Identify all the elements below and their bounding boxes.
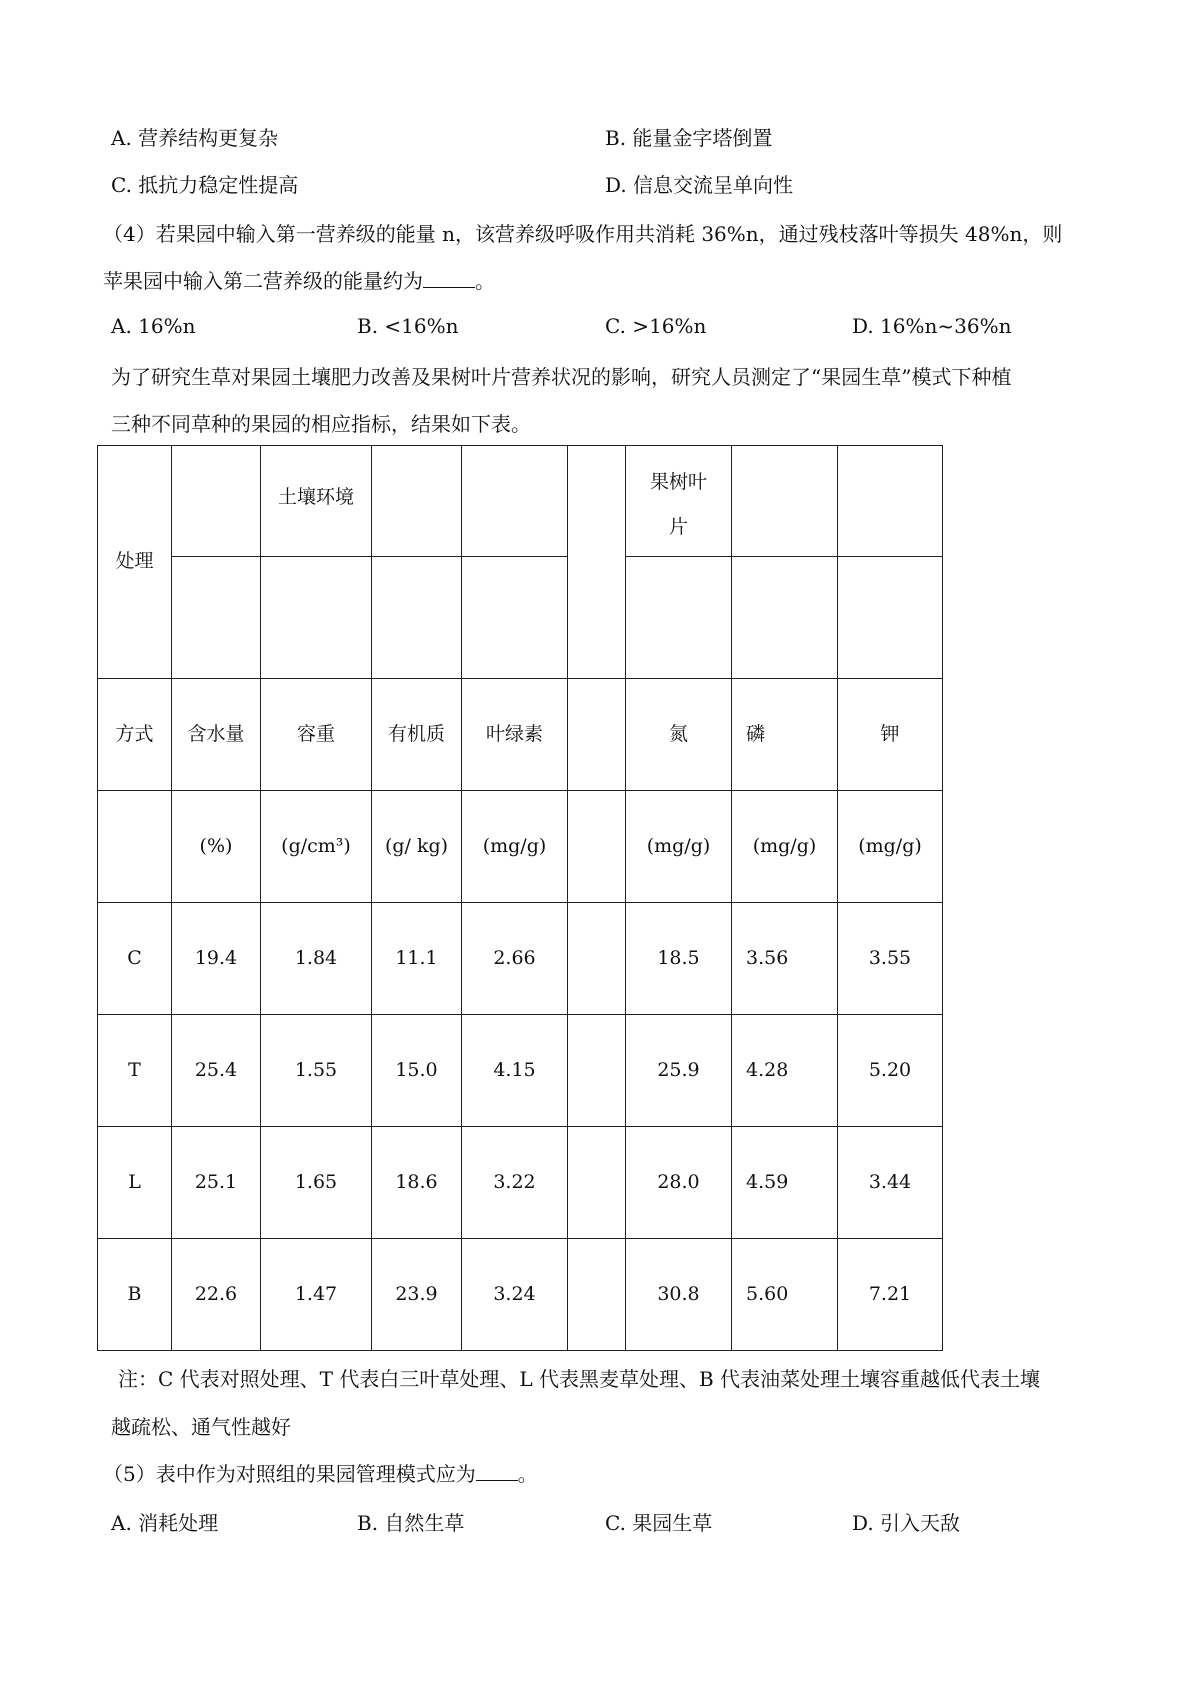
soil-group-header: 土壤环境 [261, 446, 372, 557]
table-cell: 5.20 [838, 1015, 943, 1127]
q4-stem-line1: （4）若果园中输入第一营养级的能量 n，该营养级呼吸作用共消耗 36%n，通过残枝落叶等损失 48%n，则 [103, 222, 1063, 246]
answer-blank [423, 269, 475, 288]
q4-stem-line2 [103, 265, 495, 294]
empty-cell [732, 557, 838, 679]
table-cell: 3.22 [462, 1127, 568, 1239]
table-cell: 28.0 [626, 1127, 732, 1239]
empty-cell [568, 791, 626, 903]
column-header: 钾 [838, 679, 943, 791]
table-cell: 11.1 [372, 903, 462, 1015]
leaf-group-header [626, 446, 732, 557]
column-header: 有机质 [372, 679, 462, 791]
column-header: 磷 [732, 679, 838, 791]
q4-option-a: A. 16%n [111, 314, 196, 338]
table-cell: 25.1 [172, 1127, 261, 1239]
empty-cell [462, 446, 568, 557]
row-label: T [98, 1015, 172, 1127]
empty-cell [838, 446, 943, 557]
treatment-header-cell-2: 方式 [98, 679, 172, 791]
q5-option-c: C. 果园生草 [605, 1511, 713, 1535]
q4-option-d: D. 16%n~36%n [852, 314, 1012, 338]
table-row [98, 1015, 943, 1127]
empty-cell [98, 791, 172, 903]
q4-stem-text: 苹果园中输入第二营养级的能量约为 [103, 269, 423, 293]
empty-cell [568, 446, 626, 679]
table-cell: 4.15 [462, 1015, 568, 1127]
empty-cell [732, 446, 838, 557]
table-row [98, 1239, 943, 1351]
table-cell: 3.55 [838, 903, 943, 1015]
unit-cell: (mg/g) [732, 791, 838, 903]
table-cell: 7.21 [838, 1239, 943, 1351]
empty-cell [172, 557, 261, 679]
table-cell: 30.8 [626, 1239, 732, 1351]
note-line1: 注：C 代表对照处理、T 代表白三叶草处理、L 代表黑麦草处理、B 代表油菜处理土壤容重越低代表土壤 [118, 1367, 1041, 1391]
q5-option-b: B. 自然生草 [357, 1511, 465, 1535]
q3-option-d: D. 信息交流呈单向性 [605, 173, 794, 197]
table-cell: 1.84 [261, 903, 372, 1015]
table-cell: 4.59 [732, 1127, 838, 1239]
table-cell: 22.6 [172, 1239, 261, 1351]
q5-stem-end: 。 [517, 1462, 538, 1486]
table-cell: 18.6 [372, 1127, 462, 1239]
q4-stem-end: 。 [475, 269, 495, 293]
q3-option-c: C. 抵抗力稳定性提高 [111, 173, 299, 197]
empty-cell [568, 1127, 626, 1239]
table-cell: 25.9 [626, 1015, 732, 1127]
column-header: 容重 [261, 679, 372, 791]
table-cell: 3.56 [732, 903, 838, 1015]
leaf-group-header-line2: 片 [668, 515, 688, 538]
table-cell: 25.4 [172, 1015, 261, 1127]
table-row [98, 903, 943, 1015]
empty-cell [372, 557, 462, 679]
intro-line1: 为了研究生草对果园土壤肥力改善及果树叶片营养状况的影响，研究人员测定了“果园生草”模式下种植 [111, 365, 1012, 389]
results-table [97, 445, 943, 1351]
q3-option-b: B. 能量金字塔倒置 [605, 126, 773, 150]
table-cell: 4.28 [732, 1015, 838, 1127]
empty-cell [462, 557, 568, 679]
table-cell: 15.0 [372, 1015, 462, 1127]
column-header: 含水量 [172, 679, 261, 791]
empty-cell [172, 446, 261, 557]
table-cell: 1.65 [261, 1127, 372, 1239]
table-cell: 23.9 [372, 1239, 462, 1351]
unit-cell: (g/cm³) [261, 791, 372, 903]
row-label: L [98, 1127, 172, 1239]
unit-cell: (mg/g) [626, 791, 732, 903]
table-cell: 2.66 [462, 903, 568, 1015]
column-header: 氮 [626, 679, 732, 791]
unit-cell: (g/ kg) [372, 791, 462, 903]
note-line2: 越疏松、通气性越好 [111, 1415, 291, 1439]
empty-cell [568, 1015, 626, 1127]
row-label: C [98, 903, 172, 1015]
empty-cell [568, 679, 626, 791]
intro-line2: 三种不同草种的果园的相应指标，结果如下表。 [111, 412, 531, 436]
empty-cell [261, 557, 372, 679]
unit-cell: (%) [172, 791, 261, 903]
q4-option-b: B. <16%n [357, 314, 459, 338]
empty-cell [568, 903, 626, 1015]
q3-option-a: A. 营养结构更复杂 [111, 126, 279, 150]
q5-stem-text: （5）表中作为对照组的果园管理模式应为 [103, 1462, 476, 1486]
table-cell: 3.44 [838, 1127, 943, 1239]
unit-cell: (mg/g) [838, 791, 943, 903]
q5-option-d: D. 引入天敌 [852, 1511, 961, 1535]
table-cell: 3.24 [462, 1239, 568, 1351]
table-cell: 5.60 [732, 1239, 838, 1351]
row-label: B [98, 1239, 172, 1351]
q4-option-c: C. >16%n [605, 314, 707, 338]
empty-cell [568, 1239, 626, 1351]
answer-blank [476, 1462, 518, 1481]
unit-cell: (mg/g) [462, 791, 568, 903]
empty-cell [838, 557, 943, 679]
table-cell: 19.4 [172, 903, 261, 1015]
table-cell: 18.5 [626, 903, 732, 1015]
treatment-header-cell: 处理 [98, 446, 172, 679]
empty-cell [626, 557, 732, 679]
table-cell: 1.55 [261, 1015, 372, 1127]
empty-cell [372, 446, 462, 557]
q5-option-a: A. 消耗处理 [111, 1511, 219, 1535]
column-header: 叶绿素 [462, 679, 568, 791]
table-cell: 1.47 [261, 1239, 372, 1351]
q5-stem [103, 1458, 538, 1487]
leaf-group-header-line1: 果树叶 [649, 471, 707, 493]
table-row [98, 1127, 943, 1239]
